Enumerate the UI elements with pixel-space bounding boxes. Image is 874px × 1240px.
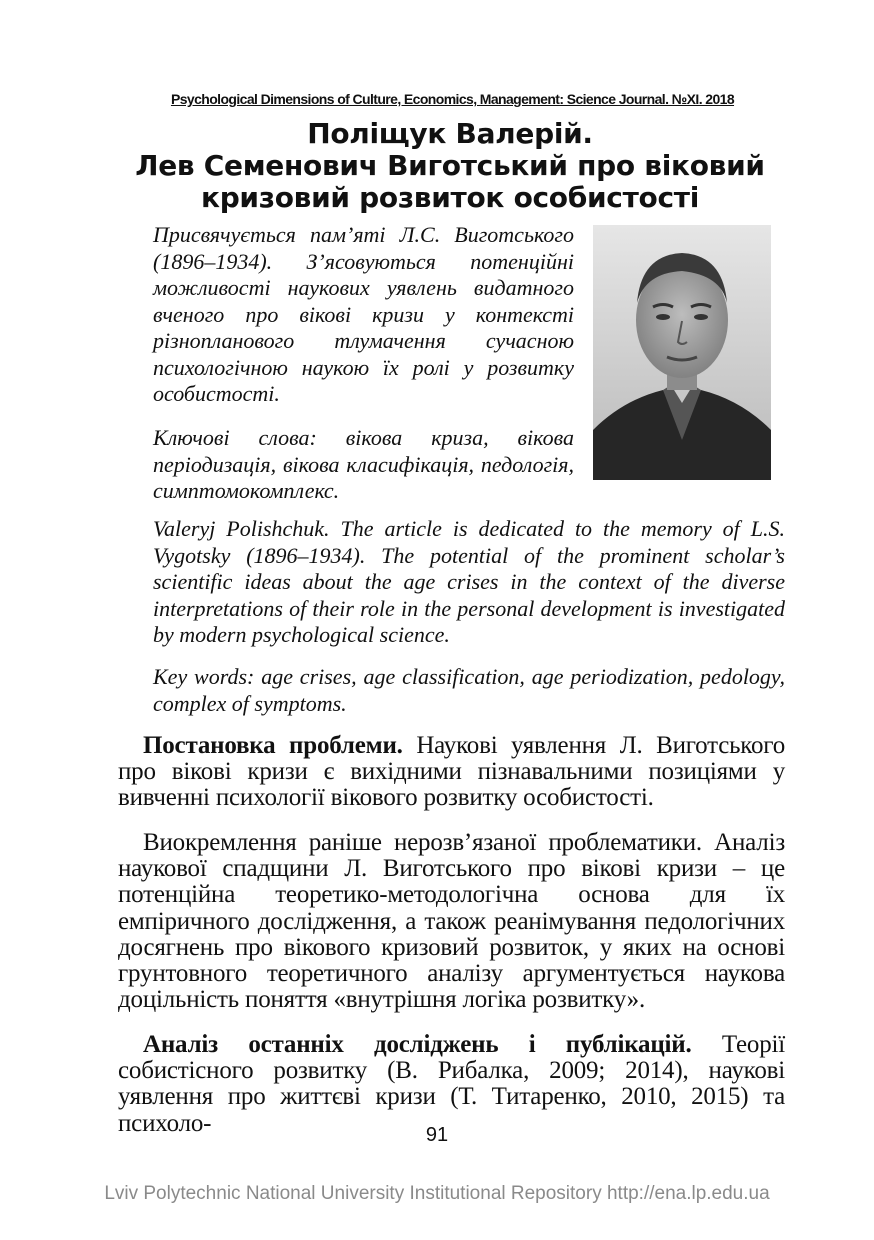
title-line-2: кризовий розвиток особистості <box>200 181 699 214</box>
author-photo <box>593 225 771 480</box>
paragraph-literature-review <box>118 1032 785 1137</box>
text-problem-statement: Наукові уявлення Л. Виготського про вікові кризи є вихідними пізнавальними позиціями у вивченні психології вікового розвитку особистості. <box>118 732 785 812</box>
text-literature-review: Теорії собистісного розвитку (В. Рибалка, 2009; 2014), наукові уявлення про життєві кризи (Т. Титаренко, 2010, 2015) та психоло- <box>118 1031 785 1137</box>
heading-problem-statement: Постановка проблеми. <box>143 732 403 759</box>
paragraph-problem-statement <box>118 733 785 812</box>
keywords-english: Key words: age crises, age classification, age periodization, pedology, complex of symptoms. <box>153 664 785 716</box>
abstract-ukrainian: Присвячується пам’яті Л.С. Виготського (1896–1934). З’ясовуються потенційні можливості наукових уявлень видатного вченого про вікові кризи у контексті різнопланового тлумачення сучасною психологічною наукою їх ролі у розвитку особистості. <box>153 222 574 406</box>
repository-footer: Lviv Polytechnic National University Institutional Repository http://ena.lp.edu.ua <box>104 1183 770 1204</box>
abstract-english: Valeryj Polishchuk. The article is dedicated to the memory of L.S. Vygotsky (1896–1934). The potential of the prominent scholar’s scientific ideas about the age crises in the context of the diverse interpretations of their role in the personal development is investigated by modern psychological science. <box>153 516 785 647</box>
page-number: 91 <box>425 1124 449 1146</box>
journal-header: Psychological Dimensions of Culture, Economics, Management: Science Journal. №XI. 2018 <box>170 91 735 107</box>
paragraph-unsolved-issues: Виокремлення раніше нерозв’язаної проблематики. Аналіз наукової спадщини Л. Виготського про вікові кризи – це потенційна теоретико-методологічна основа для їх емпіричного дослідження, а також реанімування педологічних досягнень про вікового кризовий розвиток, у яких на основі грунтовного теоретичного аналізу аргументується наукова доцільність поняття «внутрішня логіка розвитку». <box>118 829 785 1014</box>
author-line: Поліщук Валерій. <box>307 117 593 150</box>
title-line-1: Лев Семенович Виготський про віковий <box>135 149 765 182</box>
article-title <box>100 118 800 214</box>
heading-literature-review: Аналіз останніх досліджень і публікацій. <box>143 1031 692 1058</box>
keywords-ukrainian: Ключові слова: вікова криза, вікова періодизація, вікова класифікація, педологія, симптомокомплекс. <box>153 425 574 503</box>
